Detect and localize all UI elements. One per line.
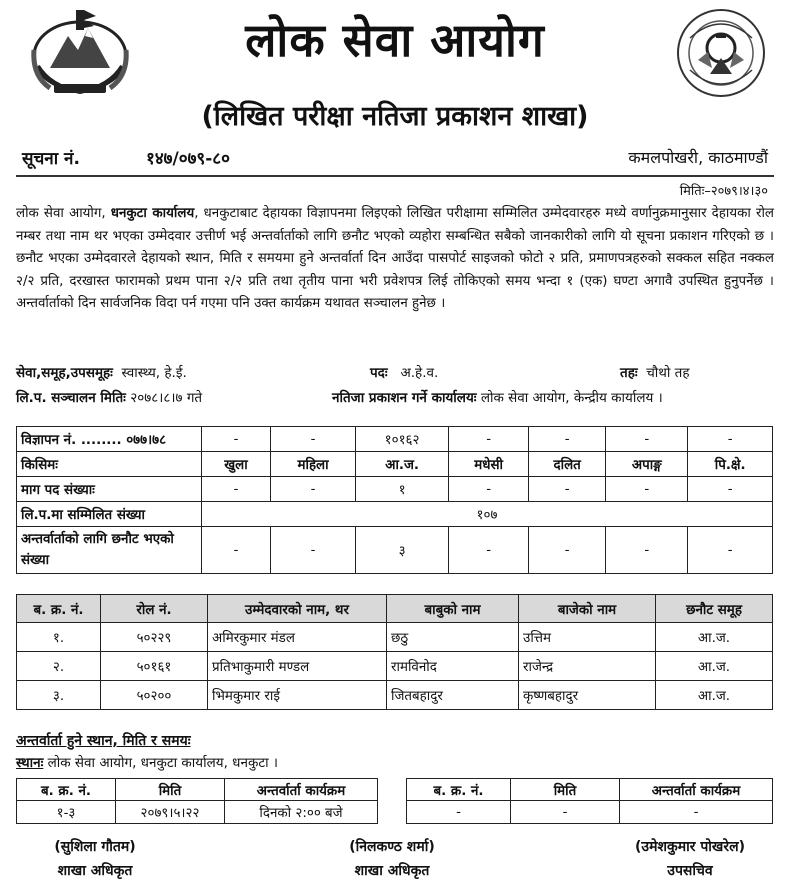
notice-paragraph: लोक सेवा आयोग, धनकुटा कार्यालय, धनकुटाबाट देहायका विज्ञापनमा लिइएको लिखित परीक्षामा सम्मिलित उम्मेदवारहरु मध्ये वर्णानुक्रमानुसार देहायका रोल नम्बर तथा नाम थर भएका उम्मेदवार उत्तीर्ण भई अन्तर्वार्ताको लागि छनौट भएको व्यहोरा सम्बन्धित सबैको जानकारीको लागि यो सूचना प्रकाशन गरिएको छ । छनौट भएका उम्मेदवारले देहायको स्थान, मिति र समयमा हुने अन्तर्वार्ता दिन आउँदा पासपोर्ट साइजको फोटो २ प्रति, प्रमाणपत्रहरुको सक्कल सहित नक्कल २/२ प्रति, दरखास्त फारामको प्रथम पाना २/२ प्रति तथा तृतीय पाना भरी प्रवेशपत्र लिई तोकिएको समय भन्दा १ (एक) घण्टा अगावै उपस्थित हुनुपर्नेछ । अन्तर्वार्ताको दिन सार्वजनिक विदा पर्न गएमा पनि उक्त कार्यक्रम यथावत सञ्चालन हुनेछ । (16, 206, 774, 311)
office-place: कमलपोखरी, काठमाण्डौं (628, 148, 768, 167)
service-group: सेवा,समूह,उपसमूहः स्वास्थ्य, हे.ई. (16, 365, 187, 381)
result-office: नतिजा प्रकाशन गर्ने कार्यालयः लोक सेवा आयोग, केन्द्रीय कार्यालय । (332, 390, 663, 406)
page-title: लोक सेवा आयोग (245, 13, 545, 67)
post: पदः अ.हे.व. (370, 365, 439, 381)
interview-heading: अन्तर्वार्ता हुने स्थान, मिति र समयः (16, 733, 191, 749)
table-row: माग पद संख्याः - - १ - - - - (17, 477, 773, 502)
table-header-row: ब. क्र. नं. मिति अन्तर्वार्ता कार्यक्रम (17, 779, 378, 801)
table-row: ३. ५०२०० भिमकुमार राई जितबहादुर कृष्णबहादुर आ.ज. (17, 681, 773, 710)
vacancy-table (16, 426, 773, 574)
results-table (16, 594, 773, 710)
table-row: - - - (407, 801, 773, 824)
table-row: विज्ञापन नं. ........ ०७७।७८ - - १०१६२ - - - - (17, 427, 773, 452)
interview-venue: स्थानः लोक सेवा आयोग, धनकुटा कार्यालय, धनकुटा । (16, 755, 279, 771)
signature-2-title: शाखा अधिकृत (354, 863, 430, 879)
signature-1-name: (सुशिला गौतम) (54, 839, 136, 855)
signature-3-title: उपसचिव (667, 863, 713, 879)
notice-date: मितिः–२०७९।४।३० (679, 184, 768, 199)
notice-label: सूचना नं. (22, 149, 80, 169)
office-name: धनकुटा कार्यालय (110, 206, 195, 221)
interview-schedule-left (16, 778, 378, 824)
page-subtitle: (लिखित परीक्षा नतिजा प्रकाशन शाखा) (201, 101, 589, 132)
notice-number: १४७/०७९-८० (146, 149, 230, 169)
table-header-row: ब. क्र. नं. मिति अन्तर्वार्ता कार्यक्रम (407, 779, 773, 801)
exam-date: लि.प. सञ्चालन मितिः २०७८।८।७ गते (16, 390, 203, 406)
table-header-row: ब. क्र. नं. रोल नं. उम्मेदवारको नाम, थर बाबुको नाम बाजेको नाम छनौट समूह (17, 595, 773, 623)
table-row: लि.प.मा सम्मिलित संख्या १०७ (17, 502, 773, 527)
interview-schedule-right (406, 778, 773, 824)
table-row: १. ५०२२९ अमिरकुमार मंडल छठु उत्तिम आ.ज. (17, 623, 773, 652)
table-row: अन्तर्वार्ताको लागि छनौट भएको संख्या - - ३ - - - - (17, 527, 773, 574)
table-row: १-३ २०७९।५।२२ दिनको २:०० बजे (17, 801, 378, 824)
table-row: २. ५०१६१ प्रतिभाकुमारी मण्डल रामविनोद राजेन्द्र आ.ज. (17, 652, 773, 681)
signature-2-name: (निलकण्ठ शर्मा) (349, 839, 435, 855)
signature-3-name: (उमेशकुमार पोखरेल) (635, 839, 745, 855)
table-row: किसिमः खुला महिला आ.ज. मधेसी दलित अपाङ्ग पि.क्षे. (17, 452, 773, 477)
level: तहः चौथो तह (620, 365, 690, 381)
header-divider (16, 175, 774, 177)
signature-1-title: शाखा अधिकृत (57, 863, 133, 879)
